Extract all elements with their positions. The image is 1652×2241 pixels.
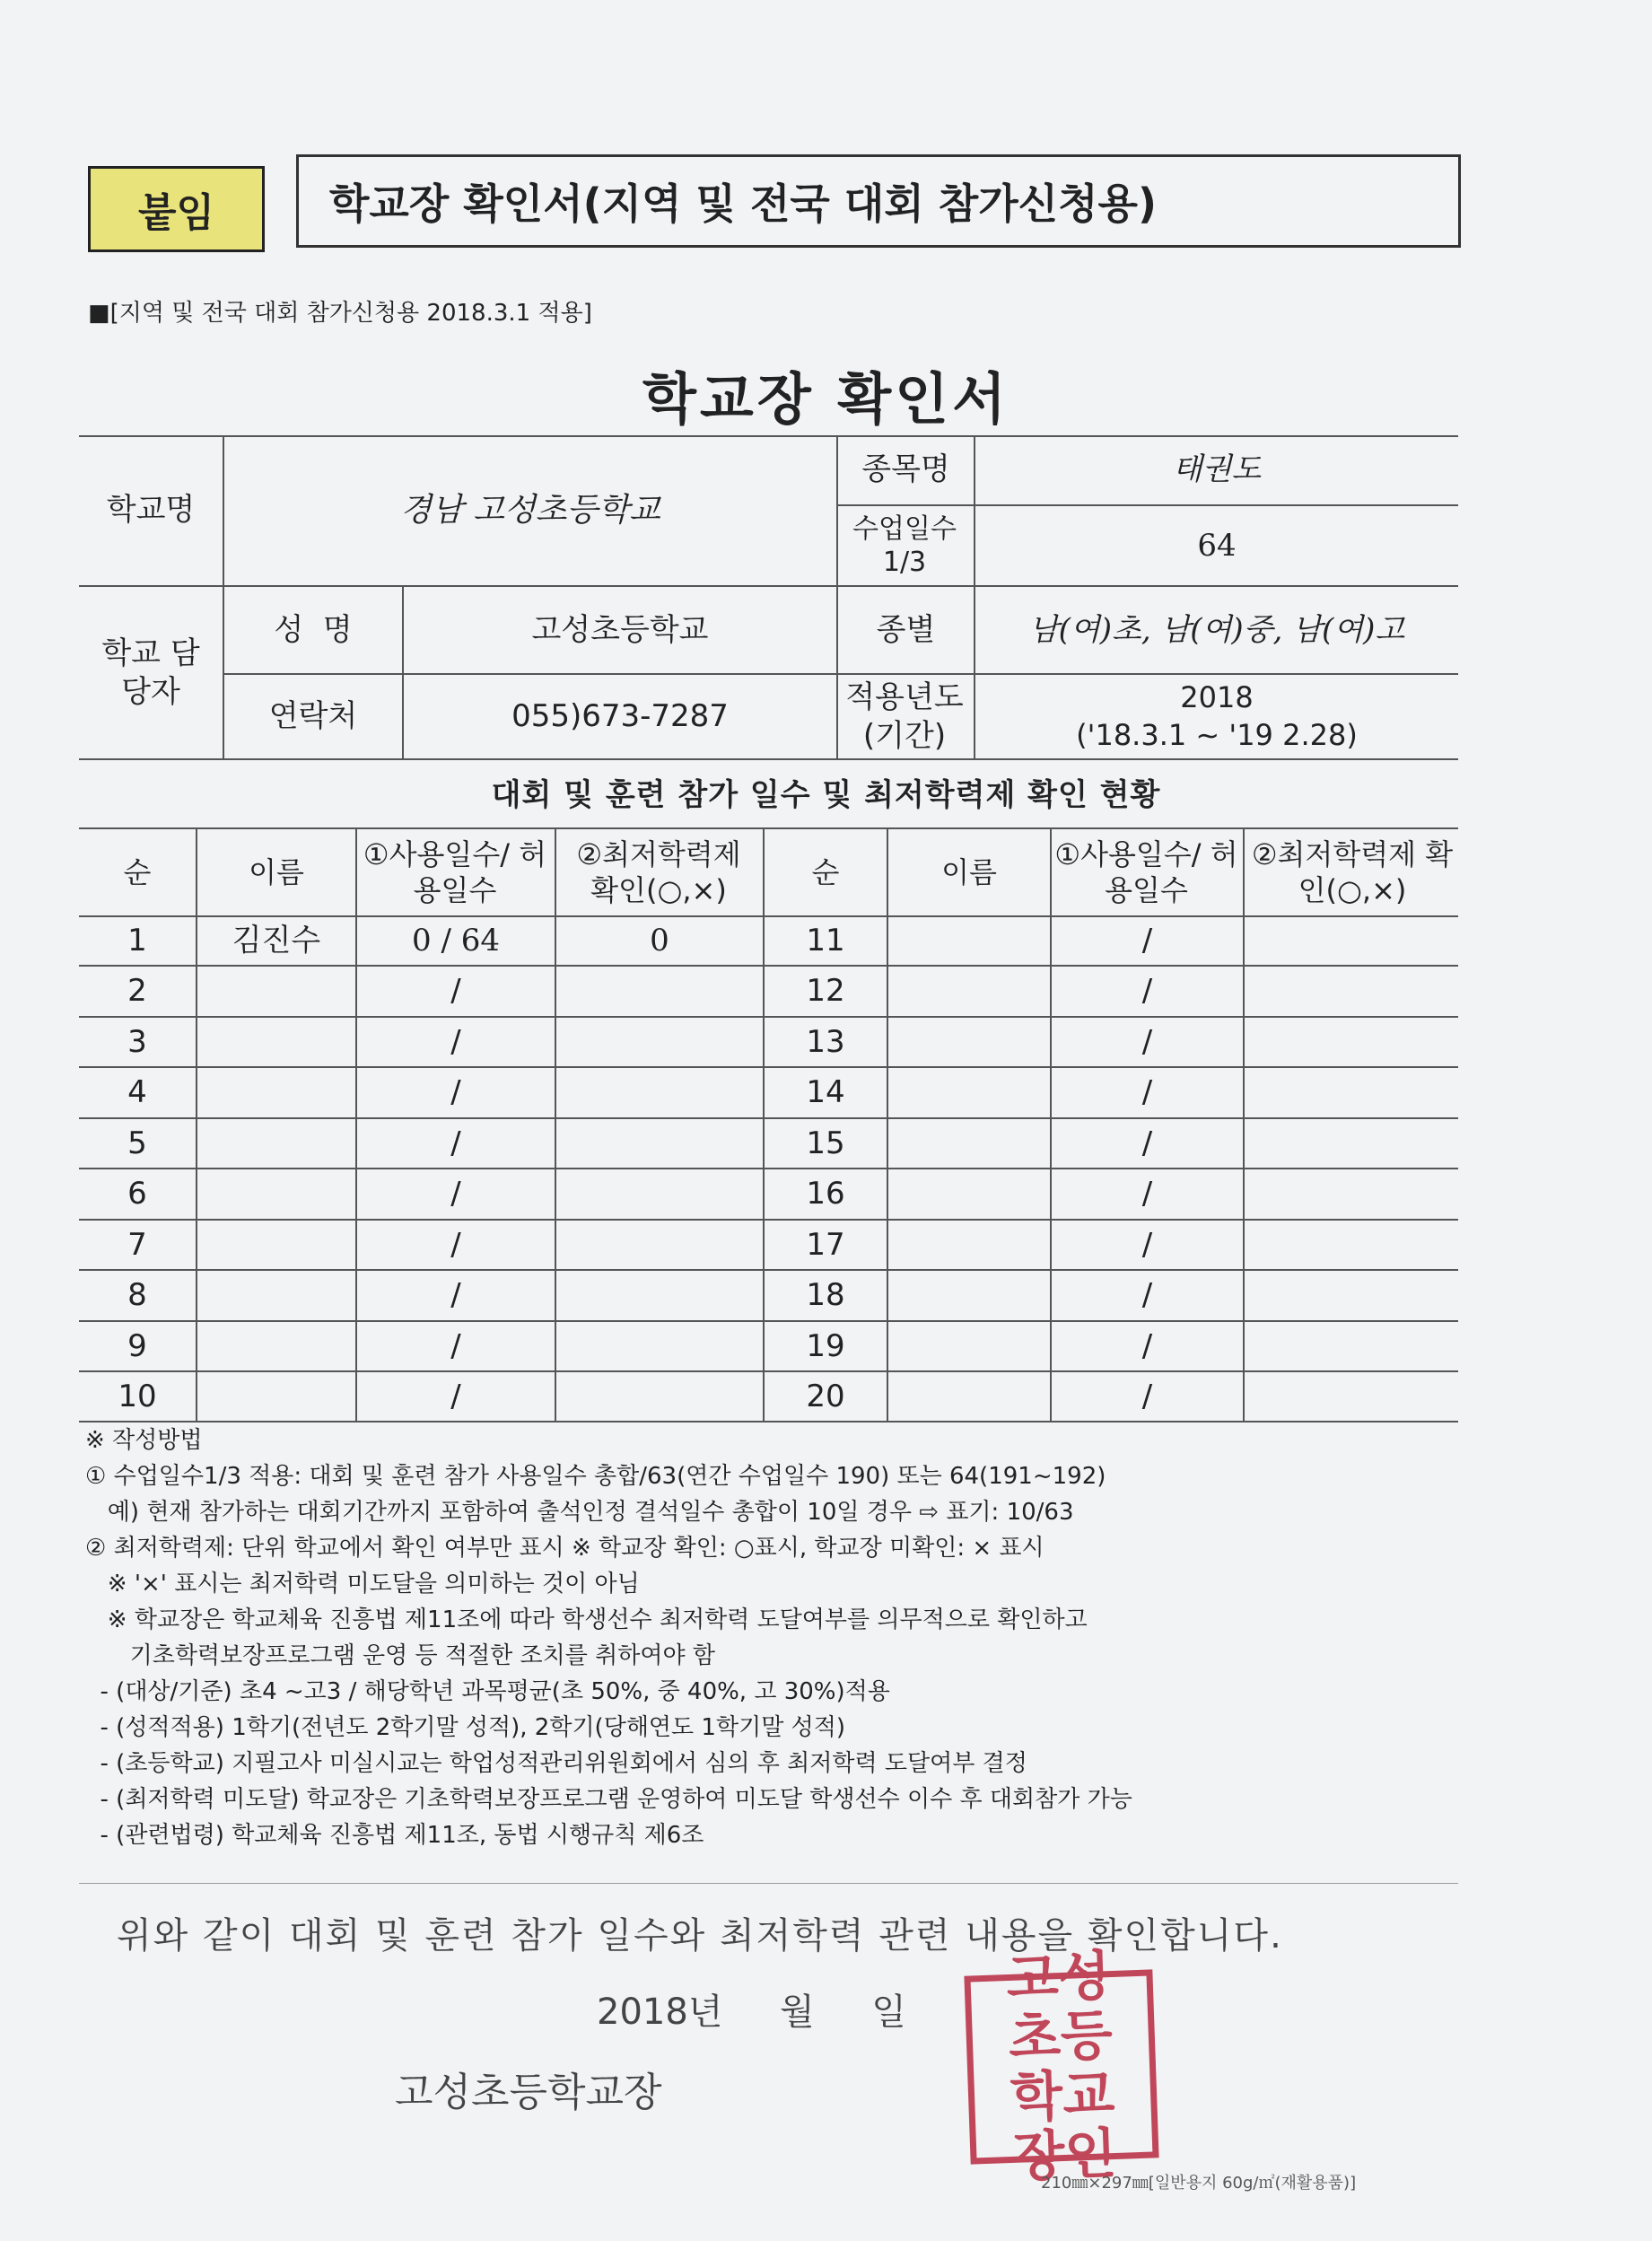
row-number: 12 [806,973,845,1010]
row-used-days: / [1141,1327,1153,1364]
row-number: 9 [127,1327,147,1364]
header-used-days: ①사용일수/ 허용일수 [1054,837,1238,907]
row-number: 11 [806,923,845,959]
row-number: 8 [127,1277,147,1314]
row-number: 3 [127,1023,147,1060]
row-number: 18 [806,1277,845,1314]
row-number: 7 [127,1226,147,1263]
row-used-days: / [1141,1277,1153,1314]
phone-label: 연락처 [268,698,358,735]
row-used-days: / [1141,1226,1153,1263]
row-used-days: / [1141,1074,1153,1111]
header-name: 이름 [249,855,304,889]
row-used-days: / [450,1327,461,1364]
row-number: 5 [127,1125,147,1161]
row-number: 16 [806,1176,845,1212]
instruction-line: 예) 현재 참가하는 대회기간까지 포함하여 출석인정 결석일수 총합이 10일 경우 ⇨ 표기: 10/63 [85,1499,1074,1526]
sport-value: 태권도 [1172,451,1262,488]
page-title: 학교장 확인서 [642,366,1010,432]
instruction-line: ※ '×' 표시는 최저학력 미도달을 의미하는 것이 아님 [85,1571,640,1598]
row-number: 2 [127,973,147,1010]
row-used-days: / [450,1226,461,1263]
row-check: 0 [650,923,669,959]
class-days-label: 수업일수 1/3 [852,512,957,578]
header-no: 순 [123,855,152,889]
row-name: 김진수 [232,923,321,959]
row-number: 15 [806,1125,845,1161]
paper-spec: 210㎜×297㎜[일반용지 60g/㎡(재활용품)] [1041,2174,1357,2193]
row-number: 4 [127,1074,147,1111]
header-name: 이름 [941,855,997,889]
row-number: 17 [806,1226,845,1263]
row-used-days: / [450,973,461,1010]
header-min-academic: ②최저학력제 확인(○,×) [576,837,741,907]
contact-person-label: 학교 담당자 [101,635,200,710]
instruction-line: - (대상/기준) 초4 ~고3 / 해당학년 과목평균(초 50%, 중 40%, 고 30%)적용 [85,1678,890,1705]
row-number: 13 [806,1023,845,1060]
row-number: 10 [118,1378,157,1414]
phone-value: 055)673-7287 [511,698,729,735]
row-number: 20 [806,1378,845,1414]
row-used-days: / [450,1378,461,1414]
row-number: 14 [806,1074,845,1111]
attachment-badge: 붙임 [88,166,265,252]
instruction-line: 기초학력보장프로그램 운영 등 적절한 조치를 취하여야 함 [85,1642,715,1669]
name-label: 성 명 [274,611,353,648]
name-value: 고성초등학교 [531,611,709,648]
section-title: 대회 및 훈련 참가 일수 및 최저학력제 확인 현황 [491,777,1161,813]
row-used-days: 0 / 64 [412,923,500,959]
row-used-days: / [1141,1125,1153,1161]
principal-name: 고성초등학교장 [395,2070,662,2115]
row-used-days: / [1141,1176,1153,1212]
class-days-value: 64 [1197,527,1237,564]
year-value-cell [975,675,1458,758]
year-value: 2018 [1180,679,1254,714]
row-used-days: / [450,1125,461,1161]
period-value: ('18.3.1 ~ '19 2.28) [1076,717,1358,752]
row-used-days: / [1141,973,1153,1010]
instruction-line: ② 최저학력제: 단위 학교에서 확인 여부만 표시 ※ 학교장 확인: ○표시, 학교장 미확인: × 표시 [85,1535,1045,1562]
applies-note: ■[지역 및 전국 대회 참가신청용 2018.3.1 적용] [88,300,592,327]
instruction-line: - (성적적용) 1학기(전년도 2학기말 성적), 2학기(당해연도 1학기말 성적) [85,1714,845,1741]
row-used-days: / [1141,923,1153,959]
date-line: 2018년 월 일 [597,1992,906,2033]
row-number: 19 [806,1327,845,1364]
row-used-days: / [1141,1378,1153,1414]
header-min-academic: ②최저학력제 확인(○,×) [1251,837,1454,907]
row-used-days: / [450,1074,461,1111]
category-value: 남(여)초, 남(여)중, 남(여)고 [1028,611,1405,648]
instruction-line: ① 수업일수1/3 적용: 대회 및 훈련 참가 사용일수 총합/63(연간 수업일수 190) 또는 64(191~192) [85,1463,1106,1490]
school-name-value: 경남 고성초등학교 [400,492,660,529]
row-used-days: / [450,1277,461,1314]
row-used-days: / [450,1176,461,1212]
official-seal-icon [964,1945,1158,2189]
row-number: 1 [127,923,147,959]
seal-text: 고성초등 학교장인 [1005,1945,1118,2189]
instructions-title: ※ 작성방법 [85,1427,203,1454]
category-label: 종별 [876,611,936,648]
header-no: 순 [811,855,840,889]
school-name-label: 학교명 [106,492,196,529]
sport-label: 종목명 [861,451,950,488]
header-used-days: ①사용일수/ 허용일수 [363,837,547,907]
document-heading: 학교장 확인서(지역 및 전국 대회 참가신청용) [296,154,1461,248]
instruction-line: - (초등학교) 지필고사 미실시교는 학업성적관리위원회에서 심의 후 최저학력 도달여부 결정 [85,1750,1027,1777]
instruction-line: - (최저학력 미도달) 학교장은 기초학력보장프로그램 운영하여 미도달 학생선수 이수 후 대회참가 가능 [85,1786,1132,1813]
instruction-line: ※ 학교장은 학교체육 진흥법 제11조에 따라 학생선수 최저학력 도달여부를 의무적으로 확인하고 [85,1606,1088,1633]
row-number: 6 [127,1176,147,1212]
row-used-days: / [450,1023,461,1060]
year-label: 적용년도 (기간) [845,679,964,754]
row-used-days: / [1141,1023,1153,1060]
instructions [85,1423,1485,1853]
confirmation-statement: 위와 같이 대회 및 훈련 참가 일수와 최저학력 관련 내용을 확인합니다. [117,1915,1283,1956]
instruction-line: - (관련법령) 학교체육 진흥법 제11조, 동법 시행규칙 제6조 [85,1822,704,1849]
